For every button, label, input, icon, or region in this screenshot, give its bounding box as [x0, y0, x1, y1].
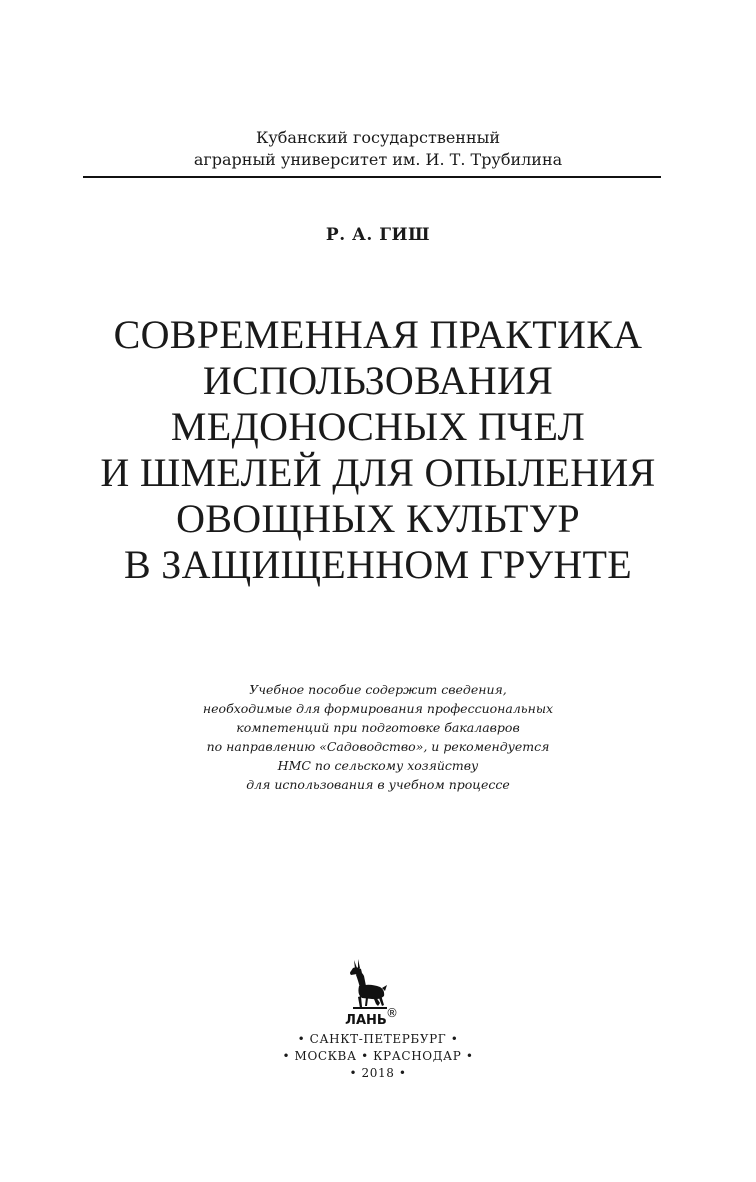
annotation-line: компетенций при подготовке бакалавров: [236, 720, 520, 735]
publisher-logo: [340, 958, 404, 1028]
book-title: [0, 312, 756, 588]
annotation-line: для использования в учебном процессе: [246, 777, 510, 792]
header-divider: [83, 176, 661, 178]
imprint-year: • 2018 •: [349, 1066, 407, 1080]
annotation-line: НМС по сельскому хозяйству: [277, 758, 479, 773]
publisher-logo-text: ЛАНЬ: [345, 1013, 387, 1028]
book-title-line: ОВОЩНЫХ КУЛЬТУР: [176, 496, 580, 541]
book-title-line: МЕДОНОСНЫХ ПЧЕЛ: [170, 404, 586, 449]
imprint-city-line-2: • МОСКВА • КРАСНОДАР •: [282, 1049, 474, 1063]
registered-mark: ®: [386, 1006, 398, 1020]
annotation-line: необходимые для формирования профессиональных: [202, 701, 554, 716]
annotation-line: по направлению «Садоводство», и рекомендуется: [206, 739, 550, 754]
book-title-line: И ШМЕЛЕЙ ДЛЯ ОПЫЛЕНИЯ: [100, 450, 656, 495]
author-name: Р. А. ГИШ: [325, 225, 431, 245]
publisher-imprint: [0, 1031, 756, 1082]
book-title-line: В ЗАЩИЩЕННОМ ГРУНТЕ: [123, 542, 632, 587]
imprint-city-line-1: • САНКТ-ПЕТЕРБУРГ •: [297, 1032, 459, 1046]
book-title-line: СОВРЕМЕННАЯ ПРАКТИКА: [113, 312, 643, 357]
institution-name: [0, 127, 756, 171]
doe-deer-icon: [350, 959, 387, 1009]
annotation-text: [0, 680, 756, 794]
institution-line-2: аграрный университет им. И. Т. Трубилина: [193, 150, 563, 169]
institution-line-1: Кубанский государственный: [255, 128, 501, 147]
annotation-line: Учебное пособие содержит сведения,: [249, 682, 507, 697]
book-title-line: ИСПОЛЬЗОВАНИЯ: [202, 358, 554, 403]
